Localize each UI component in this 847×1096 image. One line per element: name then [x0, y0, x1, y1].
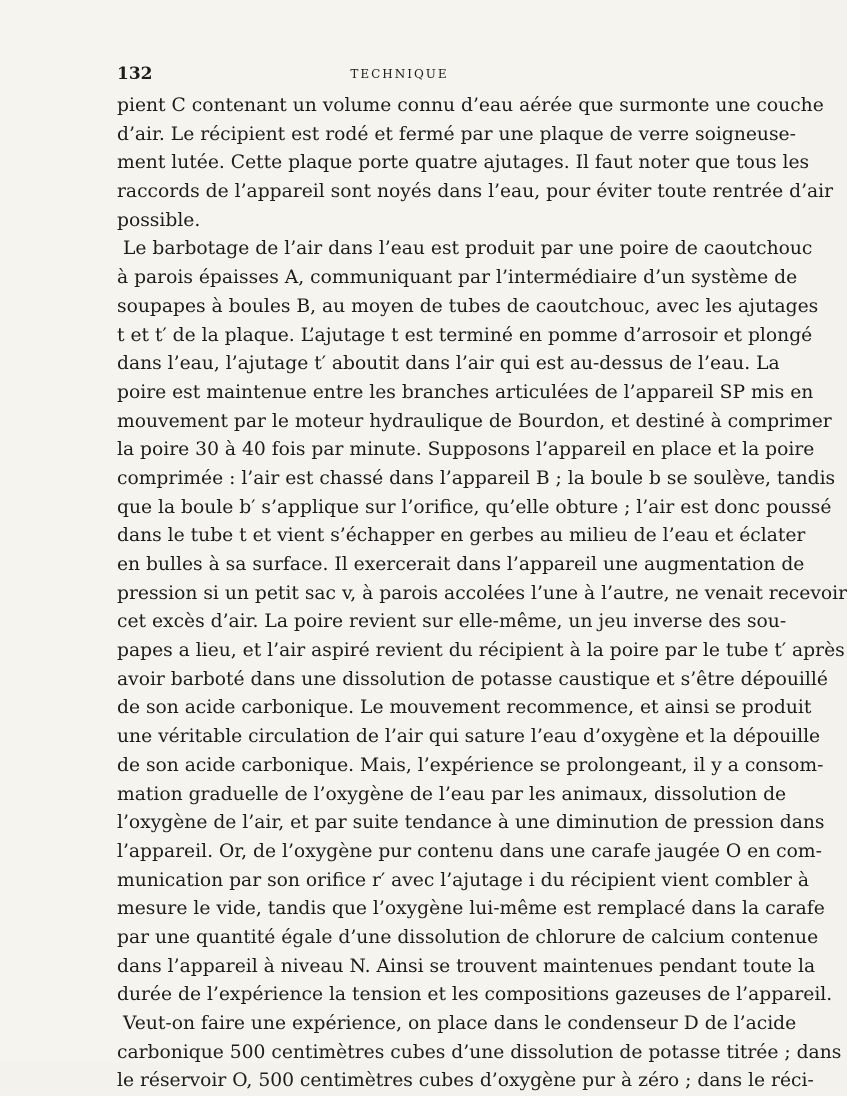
text-line: dans l’appareil à niveau N. Ainsi se trouvent maintenues pendant toute la	[117, 955, 816, 977]
text-line: par une quantité égale d’une dissolution de chlorure de calcium contenue	[117, 926, 819, 948]
text-line: d’air. Le récipient est rodé et fermé par une plaque de verre soigneuse-	[117, 123, 796, 145]
text-line: mesure le vide, tandis que l’oxygène lui-même est remplacé dans la carafe	[117, 898, 825, 920]
text-line: avoir barboté dans une dissolution de potasse caustique et s’être dépouillé	[117, 668, 828, 690]
text-line: pression si un petit sac v, à parois accolées l’une à l’autre, ne venait recevoir	[117, 582, 847, 604]
text-line: l’appareil. Or, de l’oxygène pur contenu dans une carafe jaugée O en com-	[117, 840, 822, 862]
text-line: comprimée : l’air est chassé dans l’appareil B ; la boule b se soulève, tandis	[117, 467, 836, 489]
text-line: munication par son orifice r′ avec l’ajutage i du récipient vient combler à	[117, 869, 810, 891]
text-line: papes a lieu, et l’air aspiré revient du récipient à la poire par le tube t′ après	[117, 640, 845, 662]
running-head	[117, 62, 682, 86]
text-line: mation graduelle de l’oxygène de l’eau par les animaux, dissolution de	[117, 783, 787, 805]
text-line: possible.	[117, 209, 201, 231]
text-line: Le barbotage de l’air dans l’eau est produit par une poire de caoutchouc	[123, 238, 813, 260]
text-line: en bulles à sa surface. Il exercerait dans l’appareil une augmentation de	[117, 554, 805, 575]
text-line: raccords de l’appareil sont noyés dans l’eau, pour éviter toute rentrée d’air	[117, 181, 834, 203]
text-line: mouvement par le moteur hydraulique de Bourdon, et destiné à comprimer	[117, 410, 832, 432]
text-line: que la boule b′ s’applique sur l’orifice, qu’elle obture ; l’air est donc poussé	[117, 496, 832, 518]
text-line: le réservoir O, 500 centimètres cubes d’oxygène pur à zéro ; dans le réci-	[117, 1070, 814, 1092]
text-line: de son acide carbonique. Le mouvement recommence, et ainsi se produit	[117, 697, 812, 719]
text-line: Veut-on faire une expérience, on place dans le condenseur D de l’acide	[123, 1013, 797, 1034]
running-title: TECHNIQUE	[350, 67, 449, 81]
text-line: ment lutée. Cette plaque porte quatre ajutages. Il faut noter que tous les	[117, 152, 810, 174]
text-line: dans le tube t et vient s’échapper en gerbes au milieu de l’eau et éclater	[117, 525, 806, 547]
text-line: la poire 30 à 40 fois par minute. Supposons l’appareil en place et la poire	[117, 439, 815, 461]
text-line: soupapes à boules B, au moyen de tubes de caoutchouc, avec les ajutages	[117, 295, 819, 317]
text-line: pient C contenant un volume connu d’eau aérée que surmonte une couche	[117, 95, 824, 116]
text-line: cet excès d’air. La poire revient sur elle-même, un jeu inverse des sou-	[117, 611, 787, 633]
text-line: poire est maintenue entre les branches articulées de l’appareil SP mis en	[117, 381, 814, 403]
text-line: de son acide carbonique. Mais, l’expérience se prolongeant, il y a consom-	[117, 754, 824, 776]
text-line: durée de l’expérience la tension et les compositions gazeuses de l’appareil.	[117, 984, 833, 1006]
text-line: l’oxygène de l’air, et par suite tendance à une diminution de pression dans	[117, 812, 825, 834]
page-number: 132	[117, 64, 153, 84]
text-line: une véritable circulation de l’air qui sature l’eau d’oxygène et la dépouille	[117, 726, 821, 748]
text-line: t et t′ de la plaque. L’ajutage t est terminé en pomme d’arrosoir et plongé	[117, 324, 813, 346]
body-text	[117, 92, 847, 1096]
text-line: dans l’eau, l’ajutage t′ aboutit dans l’air qui est au-dessus de l’eau. La	[117, 353, 780, 375]
text-line: carbonique 500 centimètres cubes d’une dissolution de potasse titrée ; dans	[117, 1041, 842, 1063]
text-line: à parois épaisses A, communiquant par l’intermédiaire d’un système de	[117, 267, 798, 289]
